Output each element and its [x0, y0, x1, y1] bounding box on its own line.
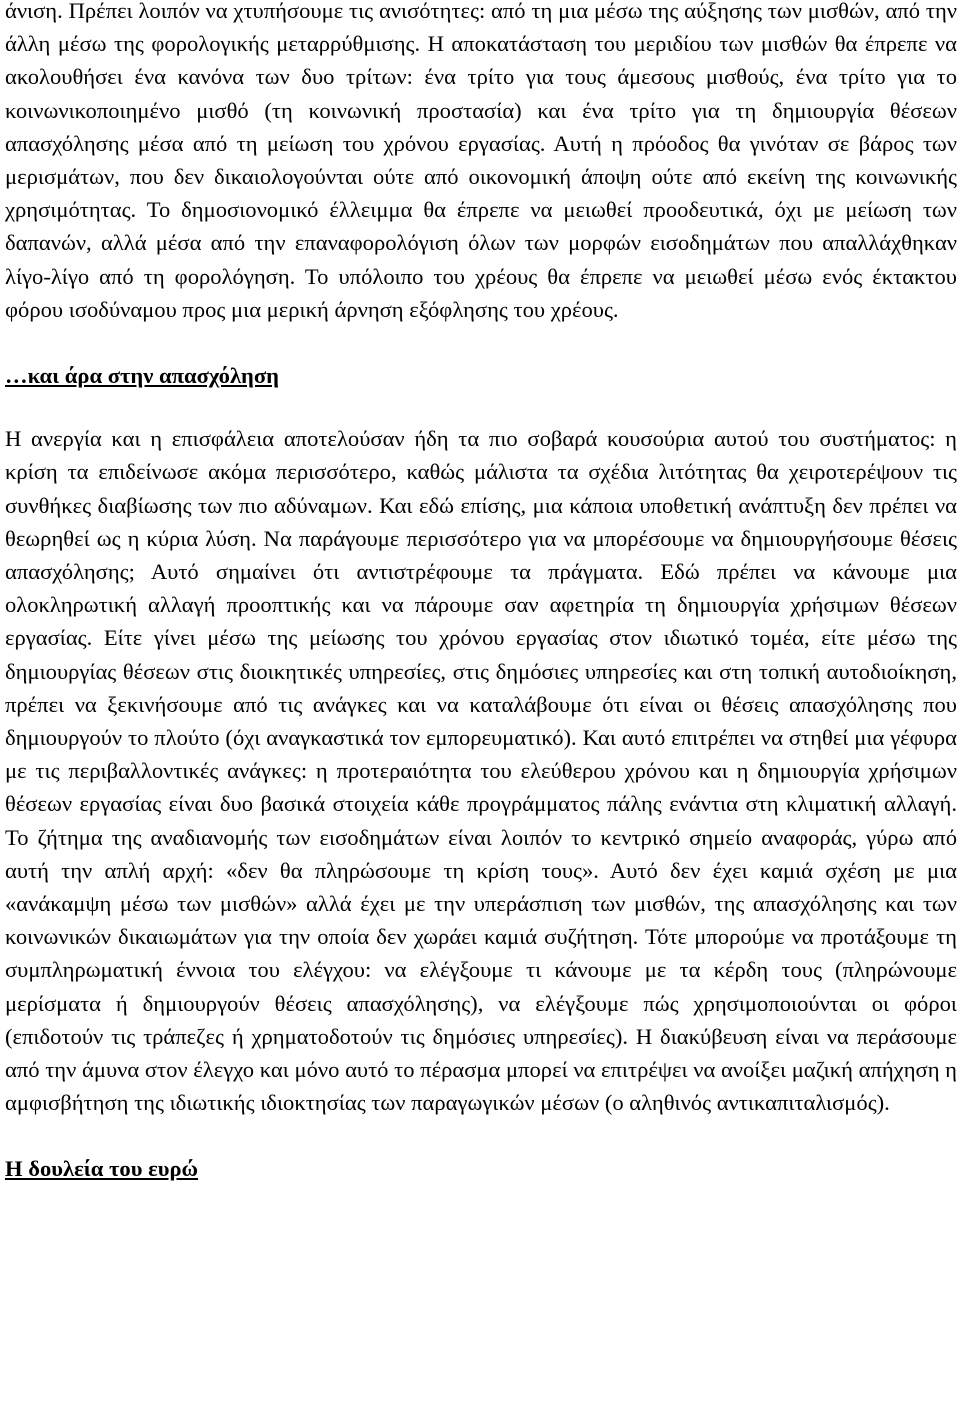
document-page [5, 0, 957, 1185]
section-heading: …και άρα στην απασχόληση [5, 363, 280, 389]
body-paragraph: άνιση. Πρέπει λοιπόν να χτυπήσουμε τις ανισότητες: από τη μια μέσω της αύξησης των μισθών, από την άλλη μέσω της φορολογικής μεταρρύθμισης. Η αποκατάσταση του μεριδίου των μισθών θα έπρεπε να ακολουθήσει ένα κανόνα των δυο τρίτων: ένα τρίτο για τους άμεσους μισθούς, ένα τρίτο για το κοινωνικοποιημένο μισθό (τη κοινωνική προστασία) και ένα τρίτο για τη δημιουργία θέσεων απασχόλησης μέσα από τη μείωση του χρόνου εργασίας. Αυτή η πρόοδος θα γινόταν σε βάρος των μερισμάτων, που δεν δικαιολογούνται ούτε από οικονομική άποψη ούτε από εκείνη της κοινωνικής χρησιμότητας. Το δημοσιονομικό έλλειμμα θα έπρεπε να μειωθεί προοδευτικά, όχι με μείωση των δαπανών, αλλά μέσα από την επαναφορολόγιση όλων των μορφών εισοδημάτων που απαλλάχθηκαν λίγο-λίγο από τη φορολόγηση. Το υπόλοιπο του χρέους θα έπρεπε να μειωθεί μέσω ενός έκτακτου φόρου ισοδύναμου προς μια μερική άρνηση εξόφλησης του χρέους. [5, 0, 957, 322]
section-heading: Η δουλεία του ευρώ [5, 1155, 199, 1181]
body-paragraph: Η ανεργία και η επισφάλεια αποτελούσαν ήδη τα πιο σοβαρά κουσούρια αυτού του συστήματος: η κρίση τα επιδείνωσε ακόμα περισσότερο, καθώς μάλιστα τα σχέδια λιτότητας θα χειροτερέψουν τις συνθήκες διαβίωσης των πιο αδύναμων. Και εδώ επίσης, μια κάποια υποθετική ανάπτυξη δεν πρέπει να θεωρηθεί ως η κύρια λύση. Να παράγουμε περισσότερο για να μπορέσουμε να δημιουργήσουμε θέσεις απασχόλησης; Αυτό σημαίνει ότι αντιστρέφουμε τα πράγματα. Εδώ πρέπει να κάνουμε μια ολοκληρωτική αλλαγή προοπτικής και να πάρουμε σαν αφετηρία τη δημιουργία χρήσιμων θέσεων εργασίας. Είτε γίνει μέσω της μείωσης του χρόνου εργασίας στον ιδιωτικό τομέα, είτε μέσω της δημιουργίας θέσεων στις διοικητικές υπηρεσίες, στις δημόσιες υπηρεσίες και στη τοπική αυτοδιοίκηση, πρέπει να ξεκινήσουμε από τις ανάγκες και να καταλάβουμε ότι είναι οι θέσεις απασχόλησης που δημιουργούν το πλούτο (όχι αναγκαστικά τον εμπορευματικό). Και αυτό επιτρέπει να στηθεί μια γέφυρα με τις περιβαλλοντικές ανάγκες: η προτεραιότητα του ελεύθερου χρόνου και η δημιουργία χρήσιμων θέσεων εργασίας είναι δυο βασικά στοιχεία κάθε προγράμματος πάλης ενάντια στη κλιματική αλλαγή. Το ζήτημα της αναδιανομής των εισοδημάτων είναι λοιπόν το κεντρικό σημείο αναφοράς, γύρω από αυτή την απλή αρχή: «δεν θα πληρώσουμε τη κρίση τους». Αυτό δεν έχει καμιά σχέση με μια «ανάκαμψη μέσω των μισθών» αλλά έχει με την υπεράσπιση των μισθών, της απασχόλησης και των κοινωνικών δικαιωμάτων για την οποία δεν χωράει καμιά συζήτηση. Τότε μπορούμε να προτάξουμε τη συμπληρωματική έννοια του ελέγχου: να ελέγξουμε τι κάνουμε με τα κέρδη τους (πληρώνουμε μερίσματα ή δημιουργούν θέσεις απασχόλησης), να ελέγξουμε πώς χρησιμοποιούνται οι φόροι (επιδοτούν τις τράπεζες ή χρηματοδοτούν τις δημόσιες υπηρεσίες). Η διακύβευση είναι να περάσουμε από την άμυνα στον έλεγχο και μόνο αυτό το πέρασμα μπορεί να επιτρέψει να ανοίξει μαζική απήχηση η αμφισβήτηση της ιδιωτικής ιδιοκτησίας των παραγωγικών μέσων (ο αληθινός αντικαπιταλισμός). [5, 426, 957, 1116]
